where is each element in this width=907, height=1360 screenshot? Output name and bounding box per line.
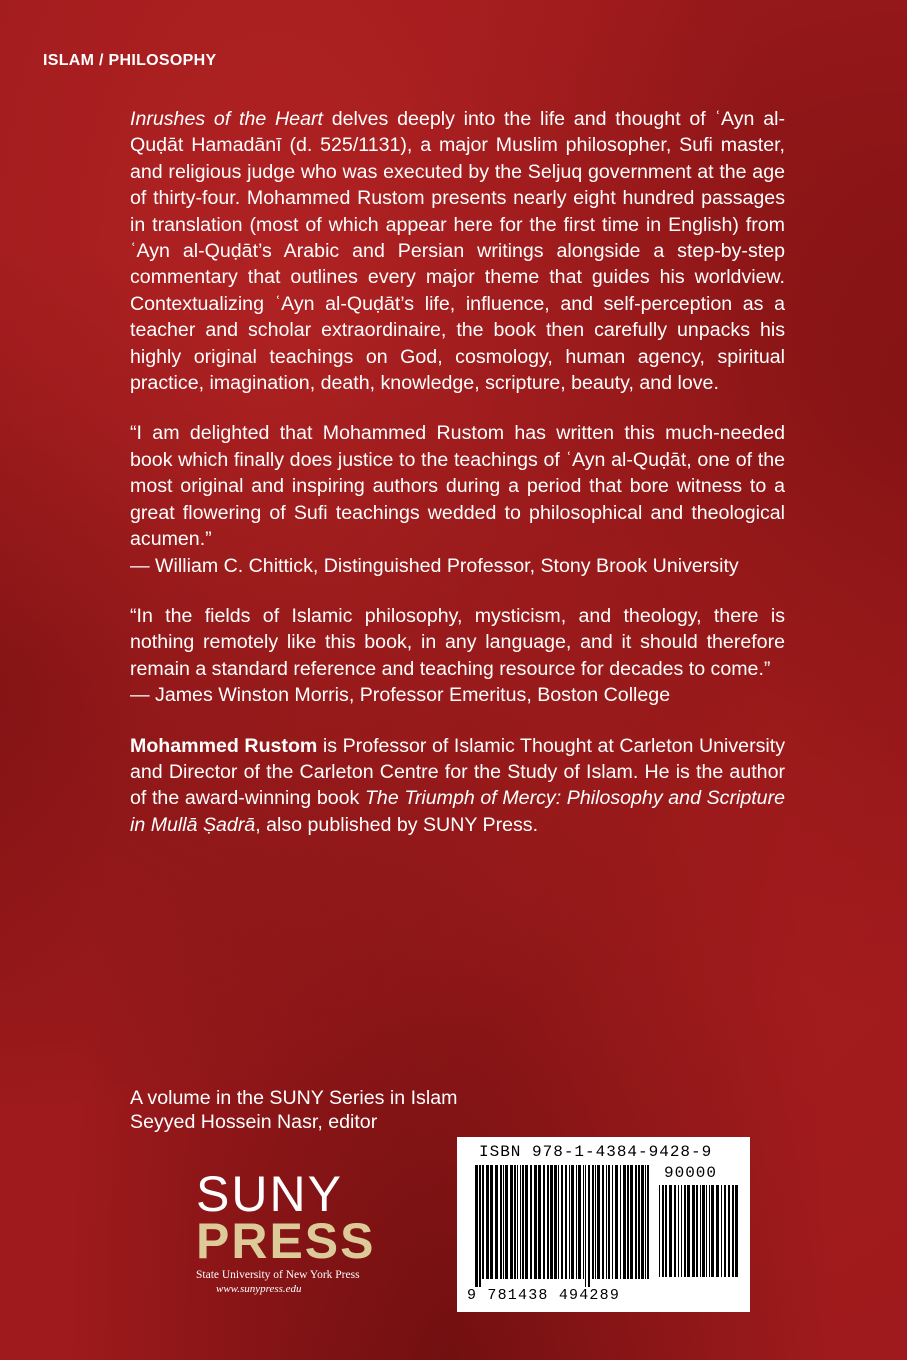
barcode-bar [696, 1185, 698, 1277]
barcode-bar [505, 1165, 508, 1279]
isbn-barcode [457, 1137, 750, 1312]
barcode-bar [558, 1165, 559, 1279]
barcode-bar [662, 1185, 664, 1277]
book-title: Inrushes of the Heart [130, 108, 323, 130]
barcode-bar [665, 1185, 667, 1277]
author-bio [130, 733, 785, 839]
barcode-bar [495, 1165, 498, 1279]
barcode-bar [525, 1165, 528, 1279]
barcode-bar [588, 1165, 590, 1287]
barcode-bar [569, 1165, 570, 1279]
barcode-bar [486, 1165, 489, 1279]
barcode-bar [578, 1165, 581, 1279]
barcode-bar [576, 1165, 577, 1279]
barcode-bar [592, 1165, 594, 1279]
author-name: Mohammed Rustom [130, 734, 318, 757]
barcode-bar [684, 1185, 686, 1277]
barcode-bar [490, 1165, 493, 1279]
publisher-url: www.sunypress.edu [216, 1283, 302, 1295]
barcode-digits: 9 781438 494289 [467, 1287, 621, 1304]
barcode-bar [721, 1185, 722, 1277]
barcode-bar [728, 1185, 730, 1277]
barcode-bar [638, 1165, 640, 1279]
barcode-bar [612, 1165, 613, 1279]
barcode-bar [597, 1165, 600, 1279]
back-cover-text [130, 106, 785, 862]
barcode-bar [681, 1185, 682, 1277]
barcode-bars [475, 1165, 653, 1287]
barcode-bar [530, 1165, 532, 1279]
addon-barcode-bars [659, 1185, 739, 1285]
barcode-bar [550, 1165, 553, 1279]
bio-text-2: , also published by SUNY Press. [255, 813, 539, 836]
endorsement-2 [130, 603, 785, 709]
barcode-bar [724, 1185, 726, 1277]
barcode-bar [561, 1165, 563, 1279]
series-line-1: A volume in the SUNY Series in Islam [130, 1087, 458, 1109]
barcode-bar [534, 1165, 537, 1279]
barcode-bar [678, 1185, 679, 1277]
endorsement-attribution: — James Winston Morris, Professor Emeritus, Boston College [130, 684, 671, 707]
barcode-bar [702, 1185, 705, 1277]
barcode-bar [706, 1185, 707, 1277]
category-label: ISLAM / PHILOSOPHY [43, 52, 217, 69]
barcode-bar [543, 1165, 545, 1279]
barcode-bar [475, 1165, 478, 1287]
barcode-bar [583, 1165, 584, 1279]
isbn-label: ISBN 978-1-4384-9428-9 [479, 1143, 713, 1161]
barcode-bar [571, 1165, 574, 1279]
barcode-bar [635, 1165, 637, 1279]
series-line-2: Seyyed Hossein Nasr, editor [130, 1111, 378, 1133]
series-note [130, 1086, 457, 1134]
barcode-bar [630, 1165, 633, 1279]
barcode-bar [565, 1165, 567, 1279]
barcode-bar [687, 1185, 690, 1277]
barcode-bar [602, 1165, 604, 1279]
barcode-bar [674, 1185, 676, 1277]
barcode-bar [647, 1165, 649, 1279]
barcode-bar [615, 1165, 618, 1279]
barcode-bar [520, 1165, 521, 1279]
barcode-bar [595, 1165, 596, 1279]
barcode-bar [700, 1185, 701, 1277]
publisher-logo [196, 1166, 416, 1296]
barcode-bar [623, 1165, 626, 1279]
barcode-bar [608, 1165, 610, 1279]
barcode-bar [479, 1165, 481, 1287]
barcode-bar [547, 1165, 549, 1279]
endorsement-attribution: — William C. Chittick, Distinguished Professor, Stony Brook University [130, 554, 739, 577]
endorsement-text: “In the fields of Islamic philosophy, mysticism, and theology, there is nothing remotely like this book, in any language, and it should therefore remain a standard reference and teaching resource for decades to come.” [130, 604, 785, 680]
description-text: delves deeply into the life and thought of ʿAyn al-Quḍāt Hamadānī (d. 525/1131), a major Muslim philosopher, Sufi master, and religious judge who was executed by the Seljuq government at the age of thirty-four. Mohammed Rustom presents nearly eight hundred passages in translation (most of which appear here for the first time in English) from ʿAyn al-Quḍāt’s Arabic and Persian writings alongside a step-by-step commentary that outlines every major theme that guides his worldview. Contextualizing ʿAyn al-Quḍāt’s life, influence, and self-perception as a teacher and scholar extraordinaire, the book then carefully unpacks his highly original teachings on God, cosmology, human agency, spiritual practice, imagination, death, knowledge, scripture, beauty, and love. [130, 108, 785, 395]
endorsement-text: “I am delighted that Mohammed Rustom has written this much-needed book which finally does justice to the teachings of ʿAyn al-Quḍāt, one of the most original and inspiring authors during a period that bore witness to a great flowering of Sufi teachings wedded to philosophical and theological acumen.” [130, 422, 785, 551]
barcode-bar [716, 1185, 719, 1277]
logo-suny: SUNY [196, 1166, 343, 1222]
barcode-bar [735, 1185, 738, 1277]
barcode-bar [692, 1185, 695, 1277]
description-paragraph [130, 106, 785, 396]
barcode-bar [517, 1165, 518, 1279]
logo-press: PRESS [196, 1213, 376, 1269]
barcode-bar [538, 1165, 541, 1279]
barcode-bar [669, 1185, 672, 1277]
barcode-bar [503, 1165, 504, 1279]
barcode-bar [500, 1165, 502, 1279]
barcode-bar [620, 1165, 621, 1279]
barcode-bar [522, 1165, 524, 1279]
bio-text-1: is Professor of Islamic Thought at Carleton University and Director of the Carleton Centre for the Study of Islam. He is the author of the award-winning book [130, 734, 785, 810]
barcode-bar [554, 1165, 557, 1279]
barcode-bar [514, 1165, 516, 1279]
barcode-bar [732, 1185, 734, 1277]
barcode-bar [709, 1185, 710, 1277]
barcode-bar [606, 1165, 607, 1279]
endorsement-1 [130, 420, 785, 578]
barcode-bar [510, 1165, 513, 1279]
author-book-title: The Triumph of Mercy: Philosophy and Scripture in Mullā Ṣadrā [130, 787, 785, 836]
barcode-bar [645, 1165, 646, 1279]
barcode-bar [711, 1185, 714, 1277]
price-code: 90000 [664, 1164, 718, 1182]
barcode-bar [659, 1185, 660, 1277]
publisher-name: State University of New York Press [196, 1269, 360, 1281]
barcode-bar [641, 1165, 644, 1279]
barcode-bar [585, 1165, 586, 1287]
barcode-bar [482, 1165, 484, 1279]
barcode-bar [627, 1165, 629, 1279]
